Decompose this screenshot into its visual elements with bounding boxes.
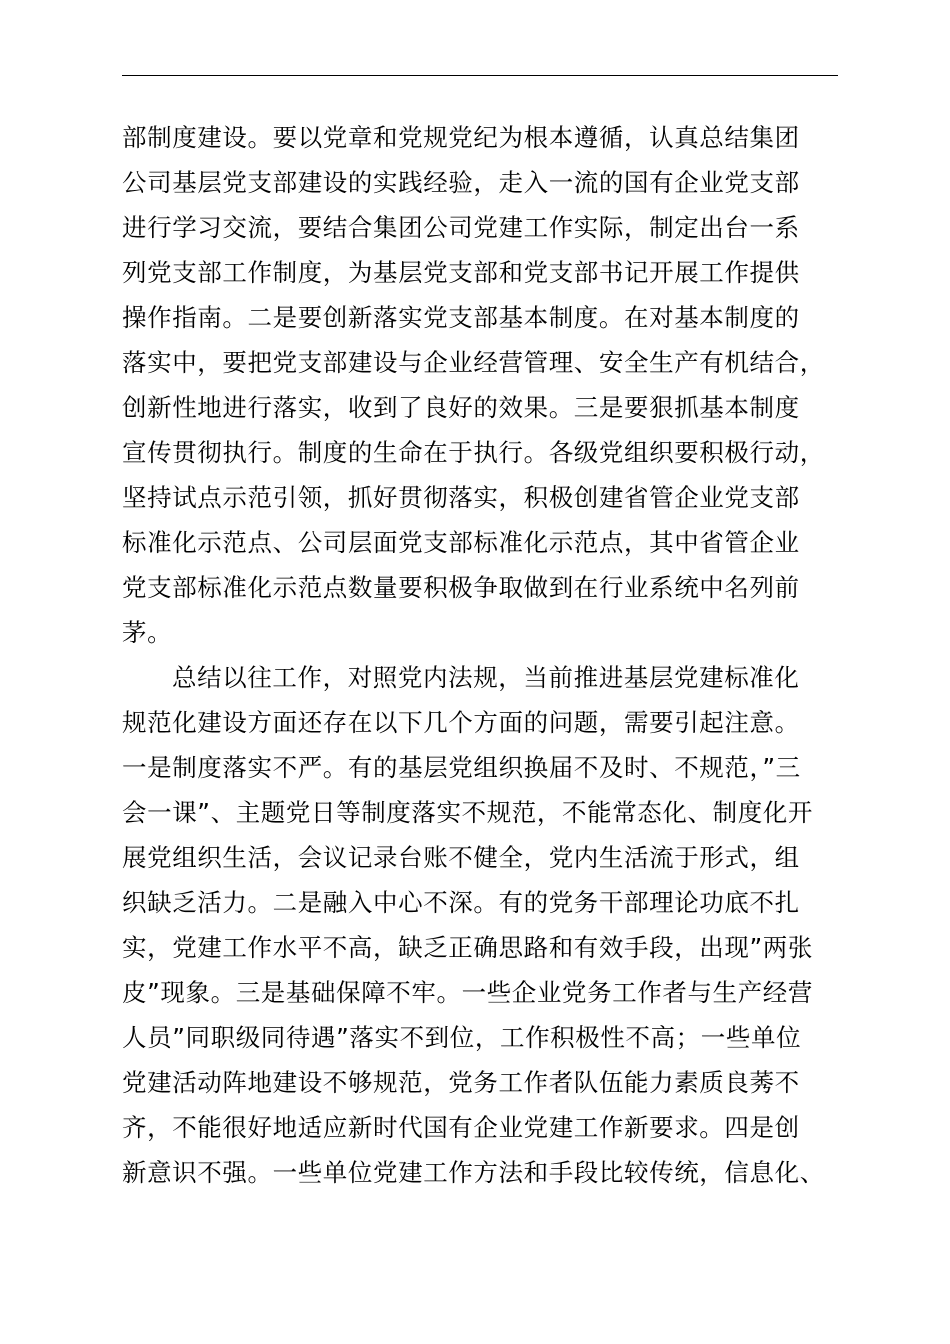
text-line: 新意识不强。一些单位党建工作方法和手段比较传统，信息化、 <box>122 1158 825 1187</box>
text-line: 茅。 <box>122 618 173 647</box>
text-line: 标准化示范点、公司层面党支部标准化示范点，其中省管企业 <box>122 528 800 557</box>
text-line: 党支部标准化示范点数量要积极争取做到在行业系统中名列前 <box>122 573 800 602</box>
text-line: 人员”同职级同待遇”落实不到位，工作积极性不高；一些单位 <box>122 1023 802 1052</box>
text-line: 坚持试点示范引领，抓好贯彻落实，积极创建省管企业党支部 <box>122 483 800 512</box>
text-line: 齐，不能很好地适应新时代国有企业党建工作新要求。四是创 <box>122 1113 800 1142</box>
text-line: 党建活动阵地建设不够规范，党务工作者队伍能力素质良莠不 <box>122 1068 800 1097</box>
text-line: 实，党建工作水平不高，缺乏正确思路和有效手段，出现”两张 <box>122 933 813 962</box>
header-rule <box>122 75 838 76</box>
text-line: 进行学习交流，要结合集团公司党建工作实际，制定出台一系 <box>122 213 800 242</box>
text-line: 总结以往工作，对照党内法规，当前推进基层党建标准化 <box>172 663 800 692</box>
text-line: 展党组织生活，会议记录台账不健全，党内生活流于形式，组 <box>122 843 800 872</box>
text-line: 皮”现象。三是基础保障不牢。一些企业党务工作者与生产经营 <box>122 978 813 1007</box>
text-line: 公司基层党支部建设的实践经验，走入一流的国有企业党支部 <box>122 168 800 197</box>
paragraph-1 <box>122 115 852 655</box>
paragraph-2 <box>122 655 852 1195</box>
text-line: 织缺乏活力。二是融入中心不深。有的党务干部理论功底不扎 <box>122 888 800 917</box>
text-line: 列党支部工作制度，为基层党支部和党支部书记开展工作提供 <box>122 258 800 287</box>
text-line: 操作指南。二是要创新落实党支部基本制度。在对基本制度的 <box>122 303 800 332</box>
text-line: 会一课”、主题党日等制度落实不规范，不能常态化、制度化开 <box>122 798 813 827</box>
text-line: 一是制度落实不严。有的基层党组织换届不及时、不规范，”三 <box>122 753 801 782</box>
text-line: 宣传贯彻执行。制度的生命在于执行。各级党组织要积极行动， <box>122 438 825 467</box>
text-line: 规范化建设方面还存在以下几个方面的问题，需要引起注意。 <box>122 708 800 737</box>
text-line: 部制度建设。要以党章和党规党纪为根本遵循，认真总结集团 <box>122 123 800 152</box>
text-line: 创新性地进行落实，收到了良好的效果。三是要狠抓基本制度 <box>122 393 800 422</box>
text-line: 落实中，要把党支部建设与企业经营管理、安全生产有机结合， <box>122 348 825 377</box>
